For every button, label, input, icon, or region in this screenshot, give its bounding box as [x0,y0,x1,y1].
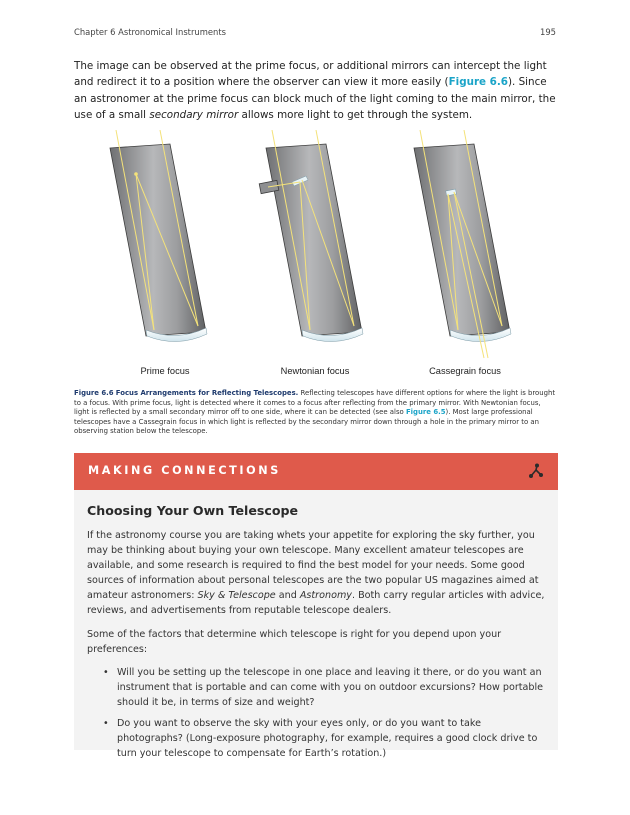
box-paragraph-1 [87,528,549,619]
box-label: MAKING CONNECTIONS [88,464,281,477]
figure-caption [74,389,558,437]
list-item-text: Do you want to observe the sky with your eyes only, or do you want to take photographs? (Long-exposure photography, for example, requires a good clock drive to turn your telescope to compensate for Earth’s rotation.) [117,718,538,760]
newtonian-focus-telescope [259,130,363,342]
telescope-illustration [74,130,558,378]
list-item: • Will you be setting up the telescope in one place and leaving it there, or do you want an instrument that is portable and can come with you on outdoor excursions? How portable should it be, in terms of size and weight? [103,666,544,708]
box-paragraph-2: Some of the factors that determine which telescope is right for you depend upon your preferences: [87,628,502,655]
label-cassegrain-focus: Cassegrain focus [429,366,501,376]
preference-list [87,665,549,762]
box-header [74,453,558,490]
box-p1-text-a: If the astronomy course you are taking whets your appetite for exploring the sky further, you may be thinking about buying your own telescope. Many excellent amateur telescopes are available, and some research is required to find the best model for your needs. Some good sources of information about personal telescopes are the two popular US magazines aimed at amateur astronomers: [87,530,539,602]
magazine-sky-telescope: Sky & Telescope [197,590,276,602]
figure-6-6-link[interactable]: Figure 6.6 [448,76,508,89]
label-newtonian-focus: Newtonian focus [280,366,350,376]
prime-focus-point [134,172,138,176]
caption-text-1: Reflecting telescopes have different options for where the light is brought to a focus. With prime focus, light is detected where it comes to a focus after reflecting from the primary mirror. With Newtonian focus, light is reflected by a small secondary mirror off to one side, where it can be detected (see also [74,389,556,417]
list-item-text: Will you be setting up the telescope in one place and leaving it there, or do you want an instrument that is portable and can come with you on outdoor excursions? How portable should it be, in terms of size and weight? [117,666,544,708]
box-p1-text-c: . Both carry regular articles with advice, reviews, and advertisements from reputable telescope dealers. [87,590,545,617]
magazine-astronomy: Astronomy [299,590,352,602]
label-prime-focus: Prime focus [140,366,190,376]
prime-focus-telescope [110,130,207,342]
running-head [74,27,556,41]
intro-text-3: allows more light to get through the system. [238,109,473,122]
intro-text-2: ). Since an astronomer at the prime focus can block much of the light coming to the main mirror, the use of a small [74,76,556,122]
intro-text-1: The image can be observed at the prime focus, or additional mirrors can intercept the light and redirect it to a position where the observer can view it more easily ( [74,60,547,89]
making-connections-box [74,453,558,760]
figure-6-6 [74,130,558,378]
intro-paragraph [74,58,558,124]
connections-icon [528,463,544,479]
cassegrain-focus-telescope [414,130,511,358]
figure-6-5-link[interactable]: Figure 6.5 [405,408,446,417]
caption-figure-number: Figure 6.6 [74,389,114,397]
chapter-title: Chapter 6 Astronomical Instruments [74,27,226,37]
caption-title: Focus Arrangements for Reflecting Telescopes. [115,389,299,397]
caption-text-2: ). Most large professional telescopes have a Cassegrain focus in which light is reflected by the secondary mirror down through a hole in the primary mirror to an observing station below the telescope. [74,408,539,436]
box-body [87,528,549,767]
page-number: 195 [540,27,556,37]
box-title: Choosing Your Own Telescope [87,503,299,518]
list-item: • Do you want to observe the sky with your eyes only, or do you want to take photographs? (Long-exposure photography, for example, requires a good clock drive to turn your telescope to compensate for Earth’s rotation.) [103,718,538,760]
intro-emphasis: secondary mirror [149,109,239,122]
box-p1-text-b: and [275,590,300,602]
